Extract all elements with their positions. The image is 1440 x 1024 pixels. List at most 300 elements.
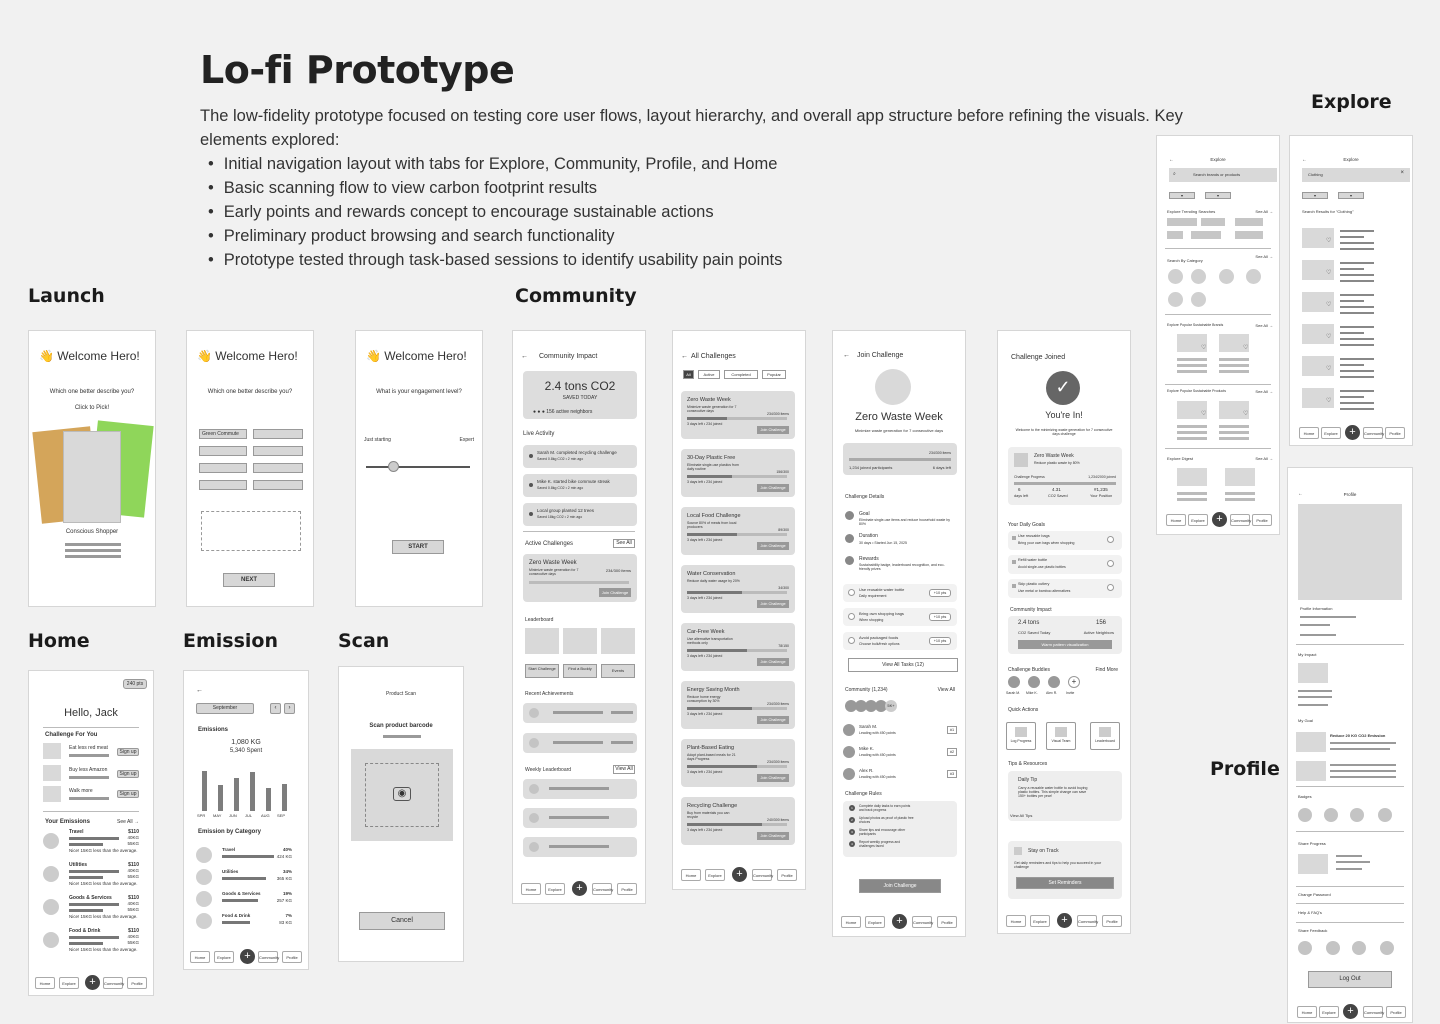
challenge-name: Local Food Challenge [687,513,741,519]
challenge-name: Recycling Challenge [687,803,738,809]
tip-text: Carry a reusable water bottle to avoid buying plastic bottles. This simple change can save 150+ bottles per year! [1018,786,1088,798]
buddies-heading: Challenge Buddies [1008,667,1050,673]
category-kg: 257 KG [276,898,292,903]
heart-icon[interactable]: ♡ [1326,398,1332,404]
buddy-name: Invite [1066,691,1075,695]
emission-kg: 55KG [127,940,139,945]
neighbors-value: 156 [1095,620,1106,626]
filter-all[interactable]: All [683,370,694,379]
nav-scan-plus[interactable]: + [572,881,587,896]
clear-icon[interactable]: × [1400,170,1404,176]
join-challenge-button[interactable]: Join Challenge [757,774,789,782]
filter-completed[interactable]: Completed [724,370,758,379]
hero-bullet: • Initial navigation layout with tabs for Explore, Community, Profile, and Home [208,152,782,176]
bottom-nav [29,975,153,991]
challenge-desc: Buy from materials you can recycle [687,811,730,819]
next-button[interactable]: NEXT [223,573,275,587]
emission-kg: 40KG [127,901,139,906]
nav-community[interactable]: Community [912,916,932,928]
nav-scan-plus[interactable]: + [85,975,100,990]
emission-kg: 55KG [127,874,139,879]
community-impact-card [1008,616,1122,654]
challenge-heading: Challenge For You [45,732,98,738]
challenge-name: Plant-Based Eating [687,745,735,751]
quick-action-label: Leaderboard [1095,739,1115,743]
nav-profile[interactable]: Profile [1385,427,1405,439]
daily-goal-row[interactable] [1008,531,1122,550]
click-hint: Click to Pick! [74,405,110,411]
profile-info-heading: Profile Information [1300,606,1333,611]
task-sub: When shopping [859,618,884,622]
emission-kg: 40KG [127,868,139,873]
task-row[interactable] [843,584,957,602]
stat-label: Your Position [1090,494,1113,498]
nav-scan-plus[interactable]: + [1343,1004,1358,1019]
nav-explore[interactable]: Explore [1319,1006,1339,1018]
leaderboard-row [523,837,637,857]
challenge-count: 34/300 [778,586,789,590]
nav-scan-plus[interactable]: + [732,867,747,882]
challenge-card[interactable] [681,797,795,845]
view-all-tasks-button[interactable]: View All Tasks (12) [848,658,958,672]
sign-up-button[interactable]: Sign up [117,790,139,798]
view-all-tips-link[interactable]: View All Tips [1010,813,1033,818]
all-challenges-screen [672,330,806,890]
join-challenge-button[interactable]: Join Challenge [757,426,789,434]
scan-subtitle: Scan product barcode [369,723,433,729]
active-neighbors-label: Active Neighbors [1083,630,1114,635]
filter-dropdown[interactable]: ▾ [1302,192,1328,199]
category-name: Travel [222,847,236,852]
challenge-card[interactable] [681,681,795,729]
nav-home[interactable]: Home [190,951,210,963]
nav-scan-plus[interactable]: + [1212,512,1227,527]
emission-category: Goods & Services [69,895,112,901]
see-all-button[interactable]: See All [613,539,635,548]
quick-action-button[interactable] [1006,722,1036,750]
slider-handle[interactable] [388,461,399,472]
back-arrow-icon[interactable]: ← [1298,491,1303,497]
hero-bullets [208,152,782,272]
member-sub: Leading with 450 points [859,753,896,757]
nav-profile[interactable]: Profile [777,869,797,881]
daily-tip-card [1008,771,1122,821]
nav-profile[interactable]: Profile [127,977,147,989]
quick-action-label: Log Progress [1010,739,1032,743]
option-button[interactable] [199,480,247,490]
join-challenge-button[interactable]: Join Challenge [757,658,789,666]
member-name: Sarah M. [859,724,878,729]
activity-row[interactable] [523,445,637,468]
digest-heading: Explore Digest [1167,456,1194,461]
live-activity-heading: Live Activity [523,431,555,437]
activity-row[interactable] [523,503,637,526]
emission-kg: 40KG [127,934,139,939]
impact-card [523,371,637,419]
avatar [843,724,855,736]
join-challenge-button[interactable]: Join Challenge [757,832,789,840]
nav-explore[interactable]: Explore [1188,514,1208,526]
profile-photo[interactable] [1298,504,1402,600]
rule-text: Share tips and encourage other participants [859,828,906,836]
challenge-card[interactable] [681,449,795,497]
back-arrow-icon[interactable]: ← [1302,157,1307,163]
quick-action-button[interactable] [1046,722,1076,750]
nav-profile[interactable]: Profile [1102,915,1122,927]
emission-icon [43,932,59,948]
option-button[interactable] [253,463,303,473]
option-green-commute[interactable]: Green Commute [199,429,247,439]
challenge-image [875,369,911,405]
join-challenge-button[interactable]: Join Challenge [757,484,789,492]
find-more-link[interactable]: Find More [1095,667,1118,673]
emission-icon [43,866,59,882]
scan-screen [338,666,464,962]
nav-community[interactable]: Community [258,951,278,963]
scan-title: Product Scan [385,691,417,697]
leaderboard-heading: Leaderboard [525,617,554,623]
rank-badge: #3 [947,770,957,778]
member-name: Mike K. [859,746,875,751]
category-name: Goods & Services [222,891,261,896]
nav-community[interactable]: Community [1363,427,1383,439]
invite-icon[interactable]: + [1068,676,1080,688]
category-name: Utilities [222,869,239,874]
rewards-label: Rewards [859,556,879,562]
emission-category: Utilities [69,862,88,868]
avatar[interactable] [1048,676,1060,688]
emission-category: Food & Drink [69,928,101,934]
stay-desc: Get daily reminders and tips to help you succeed in your challenge [1014,861,1102,869]
search-value: Clothing [1308,172,1323,177]
feedback-heading: Share Feedback [1298,928,1328,933]
challenge-count: 78/150 [778,644,789,648]
launch-screen-3 [355,330,483,607]
heart-icon[interactable]: ♡ [1243,411,1249,417]
nav-home[interactable]: Home [1166,514,1186,526]
view-all-button[interactable]: View All [613,765,635,774]
welcome-heading: 👋 Welcome Hero! [39,349,140,363]
change-password-link[interactable]: Change Password [1298,892,1331,897]
challenge-count: 234/300 items [767,412,789,416]
stay-on-track-card [1008,841,1122,899]
welcome-heading: 👋 Welcome Hero! [366,349,467,363]
nav-home[interactable]: Home [1297,1006,1317,1018]
quick-action-button[interactable] [1090,722,1120,750]
emission-note: Nice! 15KG less than the average. [69,947,138,952]
persona-card-selected[interactable] [63,431,121,523]
community-impact-heading: Community Impact [1010,607,1052,613]
see-all-link[interactable]: See All → [1255,323,1273,328]
duration-desc: 30 days • Started Jun 15, 2025 [859,541,907,545]
neighbors-count: ● ● ● 156 active neighbors [533,409,593,415]
task-row[interactable] [843,632,957,650]
community-impact-screen [512,330,646,904]
nav-explore[interactable]: Explore [545,883,565,895]
challenge-count: 240/300 items [767,818,789,822]
back-arrow-icon[interactable]: ← [196,687,203,694]
events-button[interactable]: Events [601,664,635,678]
logout-button[interactable]: Log Out [1308,971,1392,988]
sign-up-button[interactable]: Sign up [117,748,139,756]
challenge-title: Walk more [69,788,93,794]
see-all-link[interactable]: See All → [1255,389,1273,394]
start-challenge-button[interactable]: Start Challenge [525,664,559,678]
back-arrow-icon[interactable]: ← [843,352,850,359]
nav-home[interactable]: Home [681,869,701,881]
nav-community[interactable]: Community [752,869,772,881]
nav-community[interactable]: Community [1363,1006,1383,1018]
challenge-summary-card [1008,447,1122,505]
challenge-name: Zero Waste Week [687,397,731,403]
view-all-link[interactable]: View All [937,687,955,693]
nav-explore[interactable]: Explore [1321,427,1341,439]
rewards-desc: Sustainability badge, leaderboard recognition, and eco-friendly prizes [859,563,945,571]
nav-home[interactable]: Home [1006,915,1026,927]
heart-icon[interactable]: ♡ [1326,238,1332,244]
emission-bar[interactable] [218,785,223,811]
challenge-card[interactable] [681,391,795,439]
points-badge: +10 pts [929,637,951,645]
products-heading: Explore Popular Sustainable Products [1167,389,1226,393]
heart-icon[interactable]: ♡ [1326,302,1332,308]
challenge-desc: Eliminate single-use plastics from daily routine [687,463,739,471]
activity-row[interactable] [523,474,637,497]
nav-profile[interactable]: Profile [1386,1006,1406,1018]
nav-community[interactable]: Community [1230,514,1250,526]
stat-value: #1,235 [1094,487,1108,492]
nav-profile[interactable]: Profile [617,883,637,895]
nav-explore[interactable]: Explore [1030,915,1050,927]
duration-label: Duration [859,533,878,539]
heart-icon[interactable]: ♡ [1326,366,1332,372]
challenge-card[interactable] [681,565,795,613]
nav-scan-plus[interactable]: + [892,914,907,929]
option-button[interactable] [253,480,303,490]
emission-category: Travel [69,829,84,835]
cancel-button[interactable]: Cancel [359,912,445,930]
emission-screen [183,670,309,970]
nav-scan-plus[interactable]: + [1057,913,1072,928]
start-button[interactable]: START [392,540,444,554]
profile-screen [1287,467,1413,1023]
heart-icon[interactable]: ♡ [1326,334,1332,340]
emissions-heading: Your Emissions [45,819,90,825]
nav-scan-plus[interactable]: + [240,949,255,964]
challenge-meta: 3 days left • 234 joined [687,712,723,716]
challenge-desc: Reduce daily water usage by 20% [687,579,740,583]
challenge-card[interactable] [681,623,795,671]
home-screen [28,670,154,996]
filter-active[interactable]: Active [698,370,720,379]
nav-community[interactable]: Community [103,977,123,989]
option-button[interactable] [253,446,303,456]
join-challenge-button[interactable]: Join Challenge [757,600,789,608]
activity-title: Local group planted 12 trees [537,508,595,513]
joined-count: 1,234 joined participants [849,465,893,470]
challenge-card[interactable] [523,554,637,602]
emission-bar[interactable] [202,771,207,811]
nav-profile[interactable]: Profile [937,916,957,928]
impact-heading: My Impact [1298,652,1317,657]
nav-home[interactable]: Home [841,916,861,928]
camera-viewfinder[interactable] [351,749,453,841]
challenge-joined-screen [997,330,1131,934]
nav-explore[interactable]: Explore [865,916,885,928]
heart-icon[interactable]: ♡ [1326,270,1332,276]
see-all-link[interactable]: See All → [1255,456,1273,461]
search-input[interactable] [1169,168,1277,182]
nav-explore[interactable]: Explore [214,951,234,963]
points-badge[interactable]: 240 pts [123,679,147,689]
task-row[interactable] [843,608,957,626]
next-arrow-icon[interactable]: › [284,703,295,714]
stat-value: 6 [1018,487,1021,492]
challenge-count: 89/300 [778,528,789,532]
search-input[interactable] [1302,168,1410,182]
task-title: Use reusable water bottle [859,587,905,592]
filter-popular[interactable]: Popular [762,370,786,379]
bottom-nav [673,867,805,883]
challenge-name: Car-Free Week [687,629,725,635]
challenge-meta: 3 days left • 234 joined [687,596,723,600]
tips-heading: Tips & Resources [1008,761,1048,767]
goal-heading: My Goal [1298,718,1313,723]
join-challenge-button[interactable]: Join Challenge [599,588,631,597]
stat-value: 4.31 [1052,487,1061,492]
challenge-count: 234/300 items [767,760,789,764]
goal-title: Skip plastic cutlery [1018,582,1050,586]
help-link[interactable]: Help & FAQ's [1298,910,1322,915]
goal-checkbox[interactable] [1107,560,1114,567]
daily-goal-row[interactable] [1008,555,1122,574]
emission-kg: 55KG [127,907,139,912]
section-home: Home [28,630,90,652]
filter-dropdown[interactable]: ▾ [1338,192,1364,199]
month-label: JUL [245,813,253,818]
challenge-meta: 3 days left • 234 joined [687,770,723,774]
bottom-nav [998,913,1130,929]
back-arrow-icon[interactable]: ← [1169,157,1174,163]
activity-sub: Saved 18kg CO2 • 2 min ago [537,515,583,519]
text-area[interactable] [201,511,301,551]
screen-title: Community Impact [539,353,598,360]
checkmark-icon: ✓ [1046,371,1080,405]
category-heading: Search By Category [1167,258,1203,263]
filter-dropdown[interactable]: ▾ [1169,192,1195,199]
rule-text: Upload photos as proof of plastic free choices [859,816,914,824]
youre-in-heading: You're In! [1045,410,1083,420]
set-reminders-button[interactable]: Set Reminders [1016,877,1114,889]
heart-icon[interactable]: ♡ [1201,411,1207,417]
warm-pattern-button[interactable]: Warm pattern visualization [1018,640,1112,649]
emission-bar[interactable] [234,778,239,811]
prev-arrow-icon[interactable]: ‹ [270,703,281,714]
find-buddy-button[interactable]: Find a Buddy [563,664,597,678]
challenge-name: Water Conservation [687,571,736,577]
emission-bar[interactable] [282,784,287,811]
challenge-name: 30-Day Plastic Free [687,455,736,461]
nav-home[interactable]: Home [521,883,541,895]
back-arrow-icon[interactable]: ← [521,353,528,360]
goal-checkbox[interactable] [1107,536,1114,543]
hero-bullet: • Preliminary product browsing and search functionality [208,224,782,248]
emission-note: Nice! 15KG less than the average. [69,848,138,853]
active-challenges-heading: Active Challenges [525,541,574,547]
nav-profile[interactable]: Profile [1252,514,1272,526]
nav-explore[interactable]: Explore [705,869,725,881]
category-pct: 19% [282,891,292,896]
hero-bullet: • Basic scanning flow to view carbon footprint results [208,176,782,200]
challenge-card[interactable] [681,507,795,555]
screen-title: Join Challenge [857,352,904,359]
avatar[interactable] [1028,676,1040,688]
challenge-name: Energy Saving Month [687,687,740,693]
nav-scan-plus[interactable]: + [1345,425,1360,440]
challenge-name: Zero Waste Week [855,411,943,423]
see-all-link[interactable]: See All → [1255,254,1273,259]
challenge-card[interactable] [681,739,795,787]
emission-bar[interactable] [250,772,255,811]
heart-icon[interactable]: ♡ [1243,345,1249,351]
join-challenge-button[interactable]: Join Challenge [757,542,789,550]
join-challenge-button[interactable]: Join Challenge [859,879,941,893]
emission-kg: 55KG [127,841,139,846]
nav-community[interactable]: Community [1077,915,1097,927]
points-badge: +10 pts [929,589,951,597]
back-arrow-icon[interactable]: ← [681,353,688,360]
launch-screen-1 [28,330,156,607]
rule-text: Report weekly progress and challenges faced [859,840,901,848]
emission-bar[interactable] [266,788,271,811]
nav-community[interactable]: Community [592,883,612,895]
option-button[interactable] [199,446,247,456]
category-name: Food & Drink [222,913,251,918]
avatar [843,768,855,780]
brands-heading: Explore Popular Sustainable Brands [1167,323,1224,327]
daily-goals-heading: Your Daily Goals [1008,522,1046,528]
sign-up-button[interactable]: Sign up [117,770,139,778]
heart-icon[interactable]: ♡ [1201,345,1207,351]
goal-title: Refill water bottle [1018,558,1048,562]
co2-value: 2.4 tons CO2 [544,379,616,393]
see-all-link[interactable]: See All → [117,819,139,825]
option-button[interactable] [253,429,303,439]
engagement-slider[interactable] [366,466,470,468]
nav-explore[interactable]: Explore [59,977,79,989]
daily-goal-row[interactable] [1008,579,1122,598]
avatar[interactable] [1008,676,1020,688]
trending-heading: Explore Trending Searches [1167,209,1216,214]
see-all-link[interactable]: See All → [1255,209,1273,214]
section-emission: Emission [183,630,278,652]
option-button[interactable] [199,463,247,473]
stat-label: CO2 Saved [1048,494,1068,498]
goal-checkbox[interactable] [1107,584,1114,591]
month-selector[interactable]: September [196,703,254,714]
nav-home[interactable]: Home [35,977,55,989]
nav-home[interactable]: Home [1299,427,1319,439]
join-challenge-button[interactable]: Join Challenge [757,716,789,724]
filter-dropdown[interactable]: ▾ [1205,192,1231,199]
items-count: 234/300 items [929,451,951,455]
challenge-desc: Minimize waste generation for 7 consecutive days [529,568,579,576]
member-name: Alex R. [859,768,874,773]
leaderboard-row [523,779,637,799]
challenge-meta: 3 days left • 234 joined [687,538,723,542]
nav-profile[interactable]: Profile [282,951,302,963]
bottom-nav [833,914,965,930]
